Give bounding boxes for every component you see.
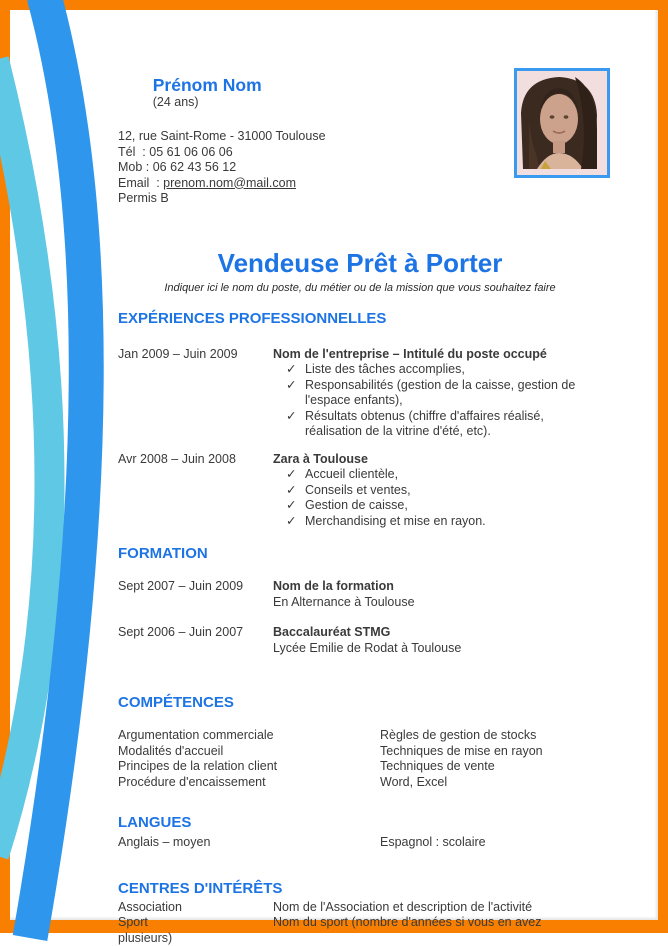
experience-bullet [273, 498, 602, 514]
interest-detail: Nom de l'Association et description de l'activité [273, 900, 542, 916]
experience-title: Nom de l'entreprise – Intitulé du poste occupé [273, 347, 602, 363]
section-heading-formation: FORMATION [118, 545, 602, 563]
formation-dates: Sept 2007 – Juin 2009 [118, 579, 273, 610]
formation-row [118, 579, 602, 610]
experience-row [118, 452, 602, 530]
experience-bullet [273, 362, 602, 378]
formation-row [118, 625, 602, 656]
cv-subtitle: Indiquer ici le nom du poste, du métier ou de la mission que vous souhaitez faire [118, 282, 602, 295]
competences-left-column [118, 728, 380, 790]
centres-left-column [118, 900, 273, 946]
skill-item: Techniques de mise en rayon [380, 744, 543, 760]
experience-title: Zara à Toulouse [273, 452, 602, 468]
bullet-text: Accueil clientèle, [305, 467, 602, 483]
experience-row [118, 347, 602, 440]
bullet-text: Responsabilités (gestion de la caisse, gestion de l'espace enfants), [305, 378, 602, 409]
competences-right-column [380, 728, 543, 790]
skill-item: Principes de la relation client [118, 759, 380, 775]
phone: Tél : 05 61 06 06 06 [118, 145, 602, 161]
language-item: Anglais – moyen [118, 835, 380, 851]
bullet-text: Gestion de caisse, [305, 498, 602, 514]
language-item: Espagnol : scolaire [380, 835, 486, 851]
bullet-text: Conseils et ventes, [305, 483, 602, 499]
experience-dates: Avr 2008 – Juin 2008 [118, 452, 273, 530]
experience-bullet [273, 514, 602, 530]
skill-item: Word, Excel [380, 775, 543, 791]
section-heading-experiences: EXPÉRIENCES PROFESSIONNELLES [118, 310, 602, 328]
experience-bullet [273, 483, 602, 499]
bullet-text: Merchandising et mise en rayon. [305, 514, 602, 530]
skill-item: Modalités d'accueil [118, 744, 380, 760]
section-heading-centres: CENTRES D'INTÉRÊTS [118, 880, 602, 898]
interest-label: Association [118, 900, 273, 916]
competences-columns [118, 728, 602, 790]
centres-right-column [273, 900, 542, 946]
interest-label: Sport [118, 915, 273, 931]
check-icon: ✓ [286, 483, 305, 499]
experience-desc [273, 452, 602, 530]
experience-bullet [273, 378, 602, 409]
experience-bullet [273, 467, 602, 483]
check-icon: ✓ [286, 467, 305, 483]
check-icon: ✓ [286, 362, 305, 378]
interest-detail: Nom du sport (nombre d'années si vous en avez [273, 915, 542, 931]
check-icon: ✓ [286, 498, 305, 514]
interest-label: plusieurs) [118, 931, 273, 946]
email-label: Email : [118, 176, 163, 190]
email-link[interactable]: prenom.nom@mail.com [163, 176, 296, 190]
check-icon: ✓ [286, 514, 305, 530]
skill-item: Règles de gestion de stocks [380, 728, 543, 744]
address: 12, rue Saint-Rome - 31000 Toulouse [118, 129, 602, 145]
experience-dates: Jan 2009 – Juin 2009 [118, 347, 273, 440]
skill-item: Techniques de vente [380, 759, 543, 775]
cv-title: Vendeuse Prêt à Porter [118, 248, 602, 279]
section-heading-competences: COMPÉTENCES [118, 694, 602, 712]
formation-desc [273, 625, 602, 656]
bullet-text: Résultats obtenus (chiffre d'affaires réalisé, réalisation de la vitrine d'été, etc). [305, 409, 602, 440]
formation-detail: Lycée Emilie de Rodat à Toulouse [273, 641, 602, 657]
section-heading-langues: LANGUES [118, 814, 602, 832]
driving-permit: Permis B [118, 191, 602, 207]
skill-item: Argumentation commerciale [118, 728, 380, 744]
email-line [118, 176, 602, 192]
cv-page [10, 10, 658, 920]
centres-columns [118, 900, 602, 946]
cv-content [10, 10, 658, 946]
formation-desc [273, 579, 602, 610]
mobile: Mob : 06 62 43 56 12 [118, 160, 602, 176]
experience-bullet [273, 409, 602, 440]
skill-item: Procédure d'encaissement [118, 775, 380, 791]
check-icon: ✓ [286, 409, 305, 440]
contact-block [118, 62, 602, 207]
formation-detail: En Alternance à Toulouse [273, 595, 602, 611]
candidate-name: Prénom Nom [153, 75, 262, 95]
name-line [118, 62, 602, 126]
check-icon: ✓ [286, 378, 305, 409]
candidate-age: (24 ans) [153, 95, 199, 109]
bullet-text: Liste des tâches accomplies, [305, 362, 602, 378]
experience-desc [273, 347, 602, 440]
formation-title: Baccalauréat STMG [273, 625, 602, 641]
langues-columns [118, 835, 602, 851]
formation-title: Nom de la formation [273, 579, 602, 595]
formation-dates: Sept 2006 – Juin 2007 [118, 625, 273, 656]
